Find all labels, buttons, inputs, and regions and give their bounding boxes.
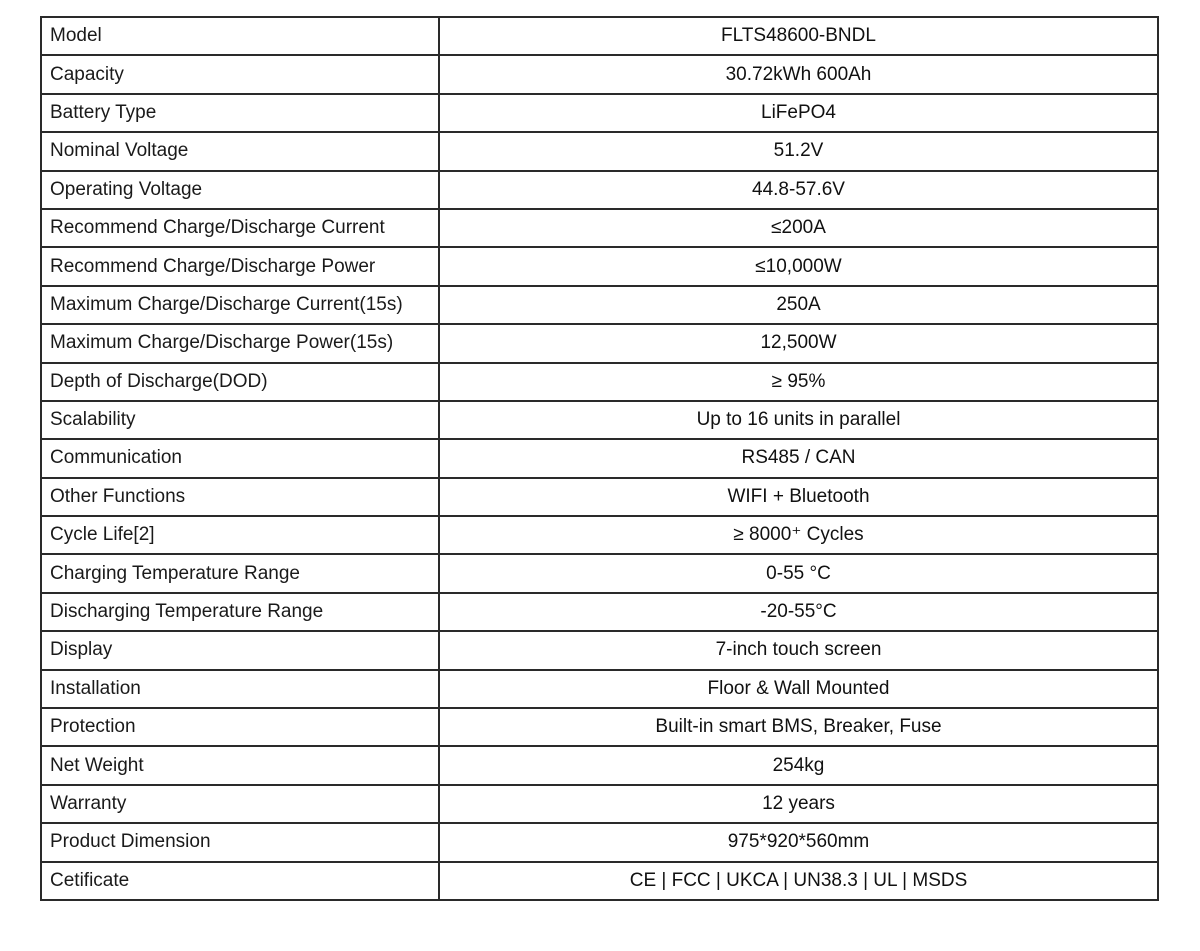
spec-label: Operating Voltage bbox=[41, 171, 439, 209]
spec-label: Maximum Charge/Discharge Power(15s) bbox=[41, 324, 439, 362]
spec-row bbox=[41, 55, 1158, 93]
spec-row bbox=[41, 363, 1158, 401]
spec-value: 0-55 °C bbox=[439, 554, 1158, 592]
spec-value: 51.2V bbox=[439, 132, 1158, 170]
spec-row bbox=[41, 17, 1158, 55]
spec-row bbox=[41, 324, 1158, 362]
spec-label: Nominal Voltage bbox=[41, 132, 439, 170]
spec-value: 7-inch touch screen bbox=[439, 631, 1158, 669]
spec-label: Capacity bbox=[41, 55, 439, 93]
spec-value: -20-55°C bbox=[439, 593, 1158, 631]
spec-row bbox=[41, 247, 1158, 285]
spec-table-body bbox=[41, 17, 1158, 900]
spec-row bbox=[41, 94, 1158, 132]
spec-label: Warranty bbox=[41, 785, 439, 823]
spec-value: 12,500W bbox=[439, 324, 1158, 362]
spec-value: RS485 / CAN bbox=[439, 439, 1158, 477]
spec-value: ≤200A bbox=[439, 209, 1158, 247]
spec-value: Up to 16 units in parallel bbox=[439, 401, 1158, 439]
spec-label: Product Dimension bbox=[41, 823, 439, 861]
spec-value: LiFePO4 bbox=[439, 94, 1158, 132]
spec-row bbox=[41, 439, 1158, 477]
spec-label: Display bbox=[41, 631, 439, 669]
spec-value: CE | FCC | UKCA | UN38.3 | UL | MSDS bbox=[439, 862, 1158, 900]
spec-label: Depth of Discharge(DOD) bbox=[41, 363, 439, 401]
spec-value: 250A bbox=[439, 286, 1158, 324]
spec-label: Net Weight bbox=[41, 746, 439, 784]
spec-table bbox=[40, 16, 1159, 901]
spec-row bbox=[41, 401, 1158, 439]
spec-value: ≤10,000W bbox=[439, 247, 1158, 285]
spec-row bbox=[41, 670, 1158, 708]
spec-value: 254kg bbox=[439, 746, 1158, 784]
spec-row bbox=[41, 708, 1158, 746]
spec-value: 975*920*560mm bbox=[439, 823, 1158, 861]
spec-row bbox=[41, 785, 1158, 823]
spec-value: WIFI + Bluetooth bbox=[439, 478, 1158, 516]
spec-row bbox=[41, 593, 1158, 631]
spec-row bbox=[41, 286, 1158, 324]
spec-row bbox=[41, 554, 1158, 592]
spec-label: Cetificate bbox=[41, 862, 439, 900]
spec-row bbox=[41, 746, 1158, 784]
spec-value: 30.72kWh 600Ah bbox=[439, 55, 1158, 93]
spec-value: ≥ 8000⁺ Cycles bbox=[439, 516, 1158, 554]
spec-label: Communication bbox=[41, 439, 439, 477]
spec-label: Maximum Charge/Discharge Current(15s) bbox=[41, 286, 439, 324]
spec-value: 12 years bbox=[439, 785, 1158, 823]
spec-row bbox=[41, 862, 1158, 900]
spec-label: Recommend Charge/Discharge Current bbox=[41, 209, 439, 247]
spec-value: Floor & Wall Mounted bbox=[439, 670, 1158, 708]
spec-value: 44.8-57.6V bbox=[439, 171, 1158, 209]
spec-label: Model bbox=[41, 17, 439, 55]
spec-row bbox=[41, 516, 1158, 554]
spec-row bbox=[41, 478, 1158, 516]
spec-label: Protection bbox=[41, 708, 439, 746]
spec-row bbox=[41, 631, 1158, 669]
spec-label: Other Functions bbox=[41, 478, 439, 516]
spec-label: Scalability bbox=[41, 401, 439, 439]
spec-label: Discharging Temperature Range bbox=[41, 593, 439, 631]
spec-label: Installation bbox=[41, 670, 439, 708]
spec-value: Built-in smart BMS, Breaker, Fuse bbox=[439, 708, 1158, 746]
spec-value: ≥ 95% bbox=[439, 363, 1158, 401]
spec-row bbox=[41, 132, 1158, 170]
spec-row bbox=[41, 209, 1158, 247]
spec-label: Cycle Life[2] bbox=[41, 516, 439, 554]
spec-row bbox=[41, 823, 1158, 861]
spec-value: FLTS48600-BNDL bbox=[439, 17, 1158, 55]
spec-row bbox=[41, 171, 1158, 209]
spec-label: Charging Temperature Range bbox=[41, 554, 439, 592]
spec-label: Recommend Charge/Discharge Power bbox=[41, 247, 439, 285]
spec-label: Battery Type bbox=[41, 94, 439, 132]
